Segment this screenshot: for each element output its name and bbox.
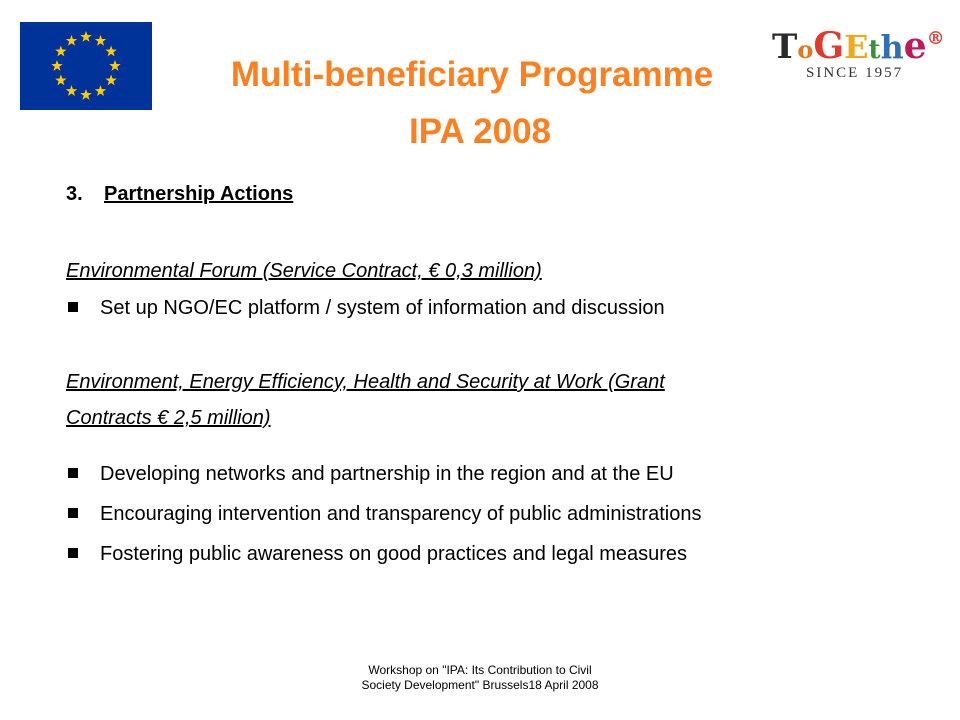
logo-letter: h [880,28,904,66]
logo-letter: e [903,25,927,67]
logo-wordmark [772,25,945,69]
footer-line2: Society Development" Brussels18 April 2008 [361,678,599,692]
square-bullet-icon [68,468,78,478]
logo-letter: ® [926,28,945,49]
subheading-environmental-forum: Environmental Forum (Service Contract, € 0,3 million) [66,260,542,282]
bullet-item [66,542,687,566]
slide-footer [290,663,670,693]
square-bullet-icon [68,302,78,312]
eu-flag-icon [20,22,152,110]
square-bullet-icon [68,508,78,518]
bullet-text: Set up NGO/EC platform / system of information and discussion [100,297,665,319]
bullet-text: Fostering public awareness on good practices and legal measures [100,543,688,565]
section-heading-text: Partnership Actions [104,183,294,205]
footer-line1: Workshop on "IPA: Its Contribution to Civil [368,663,592,677]
page-title-line1: Multi-beneficiary Programme [230,55,714,94]
subheading-grant-contracts-line1: Environment, Energy Efficiency, Health and Security at Work (Grant [66,371,665,393]
bullet-text: Encouraging intervention and transparency of public administrations [100,503,702,525]
subheading-grant-contracts-line2: Contracts € 2,5 million) [66,407,271,429]
logo-since-text: SINCE 1957 [806,65,904,81]
logo-letter: E [844,28,869,66]
bullet-text: Developing networks and partnership in the region and at the EU [100,463,674,485]
logo-letter: o [797,35,814,64]
bullet-item [66,462,674,486]
bullet-item [66,502,701,526]
logo-letter: T [772,27,798,67]
page-title-line2: IPA 2008 [408,112,552,151]
logo-letter: G [813,25,845,67]
bullet-item [66,296,665,320]
square-bullet-icon [68,548,78,558]
together-logo [770,25,950,85]
section-number: 3. [66,183,83,205]
section-heading [66,182,293,206]
logo-letter: t [868,35,881,65]
